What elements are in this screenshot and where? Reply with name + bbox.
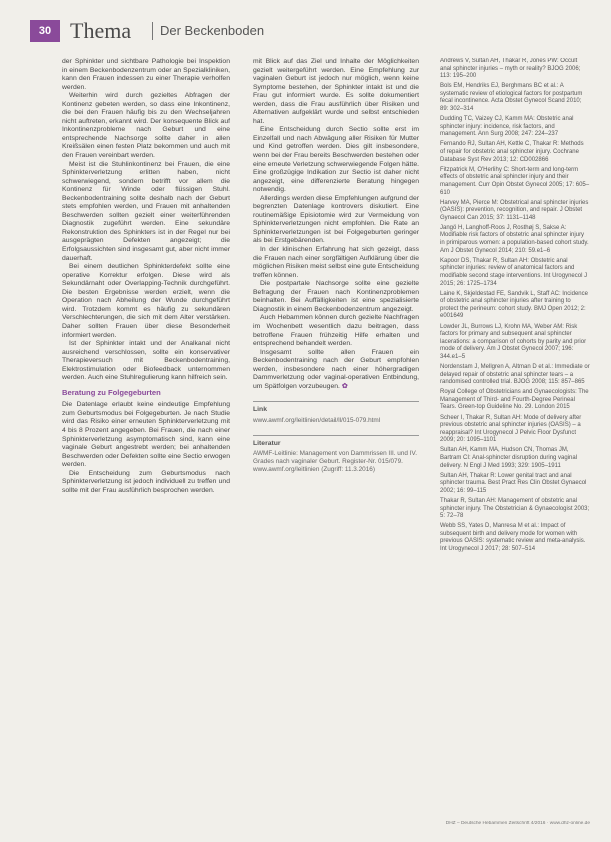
- paragraph: [253, 349, 419, 392]
- column-middle: [253, 58, 419, 818]
- reference-item: Bols EM, Hendriks EJ, Berghmans BC et al.: A systematic review of etiological factors for postpartum fecal incontinence. Acta Obstet Gynecol Scand 2010; 89: 302–314: [440, 83, 583, 113]
- reference-item: Fitzpatrick M, O'Herlihy C: Short-term and long-term effects of obstetric anal sphincter injury and their management. Curr Opin Obstet Gynecol 2005; 17: 605–610: [440, 166, 590, 196]
- reference-item: Andrews V, Sultan AH, Thakar R, Jones PW: Occult anal sphincter injuries – myth or reality? BJOG 2006; 113: 195–200: [440, 58, 581, 80]
- reference-item: Thakar R, Sultan AH: Management of obstetric anal sphincter injury. The Obstetrician & Gynaecologist 2003; 5: 72–78: [440, 497, 590, 520]
- paragraph: In der klinischen Erfahrung hat sich gezeigt, dass die Frauen nach einer sorgfältigen Aufklärung über die möglichen Risiken meist selbst eine gute Entscheidung treffen können.: [253, 246, 419, 279]
- page-footer: DHZ – Deutsche Hebammen Zeitschrift 4/2016 · www.dhz-online.de: [445, 821, 590, 826]
- reference-item: Webb SS, Yates D, Manresa M et al.: Impact of subsequent birth and delivery mode for women with previous OASIS: systematic review and meta-analysis. Int Urogynecol J 2017; 28: 507–514: [440, 523, 586, 553]
- paragraph: mit Blick auf das Ziel und Inhalte der Möglichkeiten gezielt weitergeführt werden. Eine Empfehlung zur vaginalen Geburt ist jedoch nur möglich, wenn keine Symptome bestehen, der Sphinkter intakt ist und die Frau gut informiert wurde. Es sollte dokumentiert werden, dass die Frau ausführlich über Risiken und Alternativen aufgeklärt wurde und selbst entschieden hat.: [253, 58, 419, 125]
- paragraph: Meist ist die Stuhlinkontinenz bei Frauen, die eine Sphinkterverletzung erlitten haben, nicht schwerwiegend, sondern betrifft vor allem die Kontinenz für Winde oder flüssigen Stuhl. Beckenbodentraining sollte deshalb nach der Geburt stets empfohlen werden, und Frauen mit anhaltenden Beschwerden sollten gezielt einer weiterführenden Diagnostik zugeführt werden. Eine sekundäre Rekonstruktion des Sphinkters ist in der Regel nur bei ausgeprägten Defekten angezeigt; die Erfolgsaussichten sind insgesamt gut, aber nicht immer dauerhaft.: [62, 160, 230, 262]
- paragraph: Auch Hebammen können durch gezielte Nachfragen im Wochenbett wesentlich dazu beitragen, dass betroffene Frauen frühzeitig Hilfe erhalten und entsprechend behandelt werden.: [253, 314, 419, 348]
- paragraph: Bei einem deutlichen Sphinkterdefekt sollte eine operative Korrektur erfolgen. Diese wird als Sekundärnaht oder Overlapping-Technik durchgeführt. Die besten Ergebnisse werden erzielt, wenn die Operation nach Abheilung der Wunde durchgeführt wird. Trotzdem kommt es häufig zu sekundären Verschlechterungen, die sich mit dem Alter verstärken. Daher sollten Frauen über diese Besonderheit informiert werden.: [62, 263, 230, 339]
- literature-label: Literatur: [253, 439, 281, 447]
- section-subtitle: Der Beckenboden: [160, 23, 265, 38]
- reference-item: Jangö H, Langhoff-Roos J, Rosthøj S, Sakse A: Modifiable risk factors of obstetric anal sphincter injury in primiparous women: a population-based cohort study. Am J Obstet Gynecol 2014; 210: 59.e1–6: [440, 224, 589, 254]
- literature-text: AWMF-Leitlinie: Management von Dammrissen III. und IV. Grades nach vaginaler Geburt. Register-Nr. 015/079. www.awmf.org/leitlinien (Zugriff: 11.3.2016): [253, 450, 417, 474]
- reference-item: Sultan AH, Thakar R: Lower genital tract and anal sphincter trauma. Best Pract Res Clin Obstet Gynaecol 2002; 16: 99–115: [440, 472, 587, 494]
- paragraph: der Sphinkter und sichtbare Pathologie bei Inspektion in einem Beckenbodenzentrum oder an Spezialkliniken, kann den Frauen indessen zu einer Therapie verholfen werden.: [62, 58, 230, 91]
- reference-item: Sultan AH, Kamm MA, Hudson CN, Thomas JM, Bartram CI: Anal-sphincter disruption during vaginal delivery. N Engl J Med 1993; 329: 1905–1911: [440, 447, 578, 469]
- reference-item: Scheer I, Thakar R, Sultan AH: Mode of delivery after previous obstetric anal sphincter injuries (OASIS) – a reappraisal? Int Urogynecol J Pelvic Floor Dysfunct 2009; 20: 1095–1101: [440, 414, 582, 444]
- section-title: Thema: [70, 18, 132, 43]
- column-left: [62, 58, 230, 818]
- reference-item: Nordenstam J, Mellgren A, Altman D et al.: Immediate or delayed repair of obstetric anal sphincter tears – a randomised controlled trial. BJOG 2008; 115: 857–865: [440, 363, 590, 386]
- paragraph-text: Insgesamt sollte allen Frauen ein Beckenbodentraining nach der Geburt empfohlen werden, insbesondere nach einer höhergradigen Dammverletzung oder vaginal-operativen Entbindung, um Spätfolgen vorzubeugen.: [253, 348, 419, 390]
- reference-item: Dudding TC, Vaizey CJ, Kamm MA: Obstetric anal sphincter injury: incidence, risk factors, and management. Ann Surg 2008; 247: 224–237: [440, 116, 574, 138]
- paragraph: Eine Entscheidung durch Sectio sollte erst im Einzelfall und nach Abwägung aller Risiken für Mutter und Kind getroffen werden. Dies gilt insbesondere, wenn bei der Frau bereits Beschwerden bestehen oder eine erneute Verletzung schwerwiegende Folgen hätte. Eine großzügige Indikation zur Sectio ist daher nicht angezeigt, eine differenzierte Beratung hingegen notwendig.: [253, 126, 419, 194]
- references-column: [440, 58, 590, 818]
- paragraph: Ist der Sphinkter intakt und der Analkanal nicht ausreichend verschlossen, sollte ein konservativer Therapieversuch mit Beckenbodentraining, Elektrostimulation oder Biofeedback unternommen werden. Auch eine Stuhlregulierung kann hilfreich sein.: [62, 340, 230, 382]
- page-number: 30: [30, 20, 60, 42]
- reference-item: Lowder JL, Burrows LJ, Krohn MA, Weber AM: Risk factors for primary and subsequent anal sphincter lacerations: a comparison of cohorts by parity and prior mode of delivery. Am J Obstet Gynecol 2007; 196: 344.e1–5: [440, 323, 587, 360]
- reference-item: Fernando RJ, Sultan AH, Kettle C, Thakar R: Methods of repair for obstetric anal sphincter injury. Cochrane Database Syst Rev 2013; 12: CD002866: [440, 141, 584, 163]
- subheading: Beratung zu Folgegeburten: [62, 387, 161, 397]
- reference-item: Kapoor DS, Thakar R, Sultan AH: Obstetric anal sphincter injuries: review of anatomical factors and modifiable second stage interventions. Int Urogynecol J 2015; 26: 1725–1734: [440, 257, 588, 287]
- article-end-icon: ✿: [341, 382, 348, 390]
- link-label: Link: [253, 406, 267, 414]
- paragraph: Weiterhin wird durch gezieltes Abfragen der Kontinenz gebeten werden, so dass eine Inkontinenz, die bei den Frauen häufig bis zu den Wechseljahren nicht auftreten, erkannt wird. Der konsequente Blick auf Inkontinenzprobleme nach Geburt und eine entsprechende Nachsorge sollte daher in allen Kreißsälen einen festen Platz bekommen und auch mit den Frauen vereinbart werden.: [62, 92, 230, 160]
- header-divider: [152, 22, 153, 40]
- paragraph: Die Datenlage erlaubt keine eindeutige Empfehlung zum Geburtsmodus bei Folgegeburten. Je nach Studie wird das Risiko einer erneuten Sphinkterverletzung mit 4 bis 8 Prozent angegeben. Bei Frauen, die nach einer Sphinkterverletzung asymptomatisch sind, kann eine vaginale Geburt angestrebt werden; bei anhaltenden Beschwerden oder Defekten sollte eine Sectio erwogen werden.: [62, 401, 230, 469]
- literature-box: [253, 435, 419, 475]
- reference-item: Laine K, Skjeldestad FE, Sandvik L, Staff AC: Incidence of obstetric anal sphincter injuries after training to protect the perineum: cohort study. BMJ Open 2012; 2: e001649: [440, 290, 588, 320]
- reference-item: Harvey MA, Pierce M: Obstetrical anal sphincter injuries (OASIS): prevention, recognition, and repair. J Obstet Gynaecol Can 2015; 37: 1131–1148: [440, 199, 589, 221]
- paragraph: Allerdings werden diese Empfehlungen aufgrund der begrenzten Datenlage kontrovers diskutiert. Eine routinemäßige Episiotomie wird zur Vermeidung von Sphinkterverletzungen nicht empfohlen. Die Rate an Sphinkterverletzungen ist bei Folgegeburten geringer als bei Erstgebärenden.: [253, 194, 419, 245]
- paragraph: Die postpartale Nachsorge sollte eine gezielte Befragung der Frauen nach Kontinenzproblemen beinhalten. Bei Auffälligkeiten ist eine spezialisierte Diagnostik in einem Beckenbodenzentrum angezeigt.: [253, 280, 419, 313]
- paragraph: Die Entscheidung zum Geburtsmodus nach Sphinkterverletzung ist jedoch individuell zu treffen und sollte mit der Frau ausführlich besprochen werden.: [62, 469, 230, 494]
- link-box: [253, 401, 419, 425]
- reference-item: Royal College of Obstetricians and Gynaecologists: The Management of Third- and Fourth-Degree Perineal Tears. Green-top Guideline No. 29. London 2015: [440, 389, 589, 411]
- link-url[interactable]: www.awmf.org/leitlinien/detail/ll/015-079.html: [253, 416, 381, 424]
